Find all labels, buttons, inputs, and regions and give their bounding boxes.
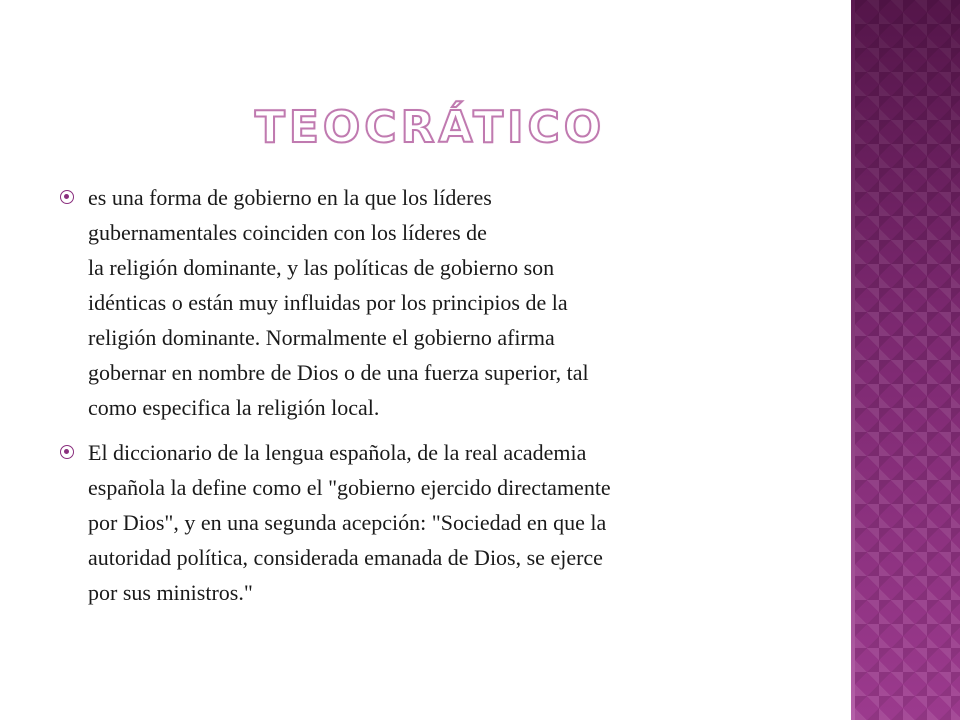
circled-dot-icon <box>60 445 74 459</box>
list-item <box>58 435 798 610</box>
text-line: es una forma de gobierno en la que los líderes <box>88 185 492 210</box>
text-line: por sus ministros." <box>88 580 253 605</box>
slide-title: TEOCRÁTICO <box>254 102 606 153</box>
text-line: autoridad política, considerada emanada de Dios, se ejerce <box>88 545 603 570</box>
text-line: idénticas o están muy influidas por los principios de la <box>88 290 568 315</box>
bullet-list <box>58 180 798 620</box>
text-line: El diccionario de la lengua española, de la real academia <box>88 440 587 465</box>
text-line: española la define como el "gobierno ejercido directamente <box>88 475 611 500</box>
decorative-sidebar <box>855 0 960 720</box>
text-line: por Dios", y en una segunda acepción: "Sociedad en que la <box>88 510 607 535</box>
text-line: gobernar en nombre de Dios o de una fuerza superior, tal <box>88 360 589 385</box>
circled-dot-icon <box>60 190 74 204</box>
text-line: la religión dominante, y las políticas de gobierno son <box>88 255 555 280</box>
text-line: gubernamentales coinciden con los líderes de <box>88 220 487 245</box>
text-line: religión dominante. Normalmente el gobierno afirma <box>88 325 555 350</box>
list-item <box>58 180 798 425</box>
text-line: como especifica la religión local. <box>88 395 380 420</box>
